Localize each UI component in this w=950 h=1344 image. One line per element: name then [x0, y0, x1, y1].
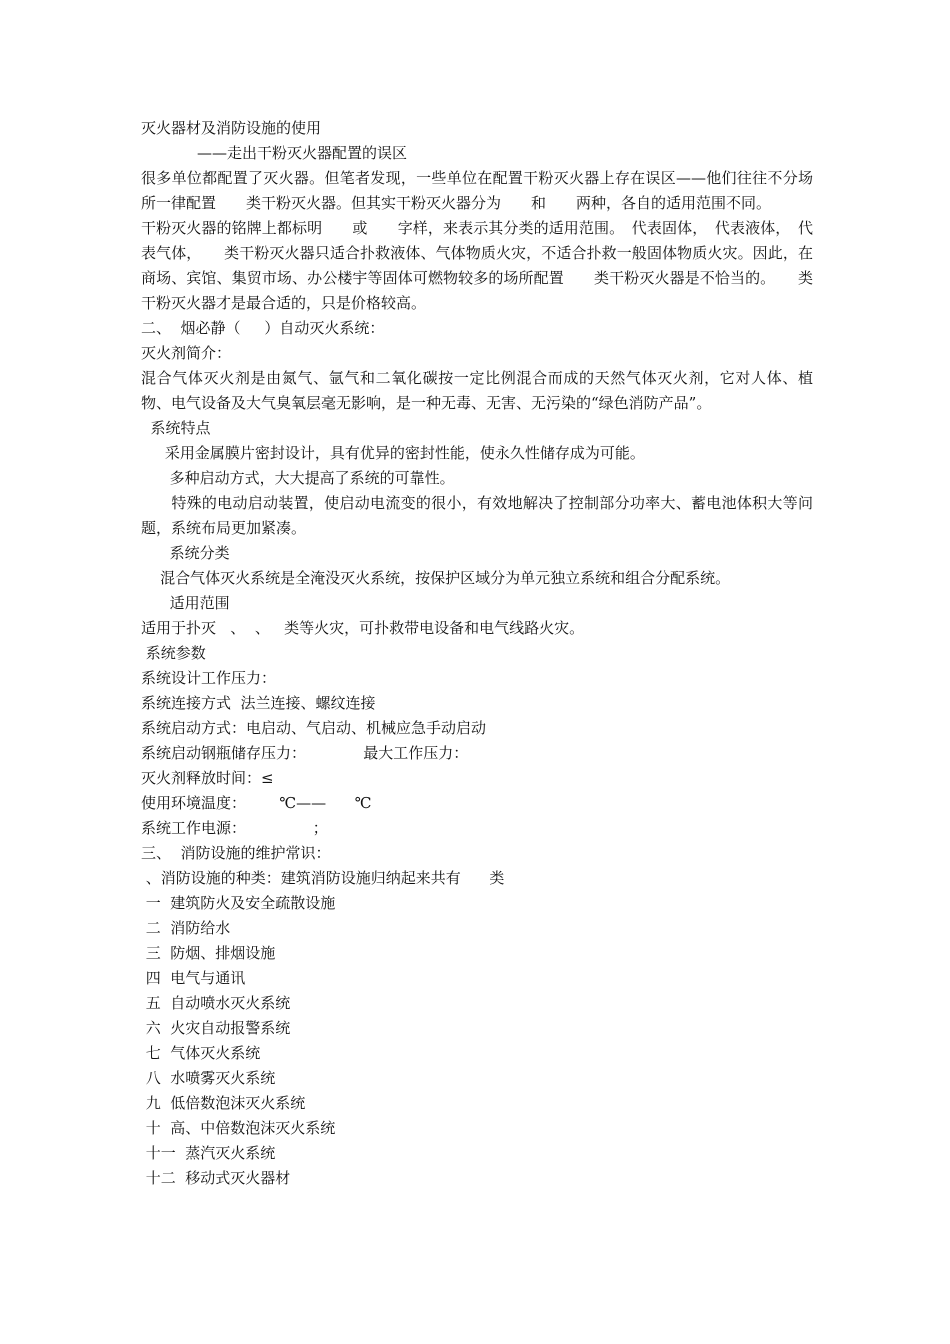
doc-title: 灭火器材及消防设施的使用 — [141, 119, 322, 137]
classification-text: 混合气体灭火系统是全淹没灭火系统，按保护区域分为单元独立系统和组合分配系统。 — [141, 569, 731, 587]
param-temperature: 使用环境温度： ℃—— ℃ — [141, 794, 372, 812]
section-3-heading: 三、 消防设施的维护常识： — [141, 844, 331, 862]
list-item: 十二 移动式灭火器材 — [141, 1169, 291, 1187]
param-start: 系统启动方式：电启动、气启动、机械应急手动启动 — [141, 719, 487, 737]
list-item: 四 电气与通讯 — [141, 969, 246, 987]
param-cylinder: 系统启动钢瓶储存压力： 最大工作压力： — [141, 744, 469, 762]
document-page — [141, 116, 813, 1191]
list-item: 十 高、中倍数泡沫灭火系统 — [141, 1119, 336, 1137]
features-heading: 系统特点 — [141, 419, 211, 437]
list-item: 七 气体灭火系统 — [141, 1044, 261, 1062]
section-3-subheading: 、消防设施的种类：建筑消防设施归纳起来共有 类 — [141, 869, 505, 887]
scope-text: 适用于扑灭 、 、 类等火灾，可扑救带电设备和电气线路火灾。 — [141, 619, 585, 637]
param-release: 灭火剂释放时间：≤ — [141, 769, 274, 787]
section-2-heading: 二、 烟必静（ ）自动灭火系统： — [141, 319, 385, 337]
list-item: 六 火灾自动报警系统 — [141, 1019, 291, 1037]
feature-item: 多种启动方式，大大提高了系统的可靠性。 — [141, 469, 455, 487]
doc-subtitle: ——走出干粉灭火器配置的误区 — [197, 144, 408, 162]
scope-heading: 适用范围 — [141, 594, 230, 612]
paragraph-misconception: 很多单位都配置了灭火器。但笔者发现，一些单位在配置干粉灭火器上存在误区——他们往往不分场所一律配置 类干粉灭火器。但其实干粉灭火器分为 和 两种，各自的适用范围不同。 — [141, 169, 813, 212]
list-item: 十一 蒸汽灭火系统 — [141, 1144, 276, 1162]
list-item: 九 低倍数泡沫灭火系统 — [141, 1094, 306, 1112]
agent-intro-text: 混合气体灭火剂是由氮气、氩气和二氧化碳按一定比例混合而成的天然气体灭火剂，它对人体、植物、电气设备及大气臭氧层毫无影响，是一种无毒、无害、无污染的“绿色消防产品”。 — [141, 369, 813, 412]
paragraph-nameplate: 干粉灭火器的铭牌上都标明 或 字样，来表示其分类的适用范围。 代表固体， 代表液体， 代表气体， 类干粉灭火器只适合扑救液体、气体物质火灾，不适合扑救一般固体物质火灾。因此，在商场、宾馆、集贸市场、办公楼宇等固体可燃物较多的场所配置 类干粉灭火器是不恰当的。 类干粉灭火器才是最合适的，只是价格较高。 — [141, 219, 813, 312]
param-connection: 系统连接方式 法兰连接、螺纹连接 — [141, 694, 376, 712]
list-item: 一 建筑防火及安全疏散设施 — [141, 894, 336, 912]
feature-item: 采用金属膜片密封设计，具有优异的密封性能，使永久性储存成为可能。 — [141, 444, 645, 462]
list-item: 八 水喷雾灭火系统 — [141, 1069, 276, 1087]
classification-heading: 系统分类 — [141, 544, 230, 562]
list-item: 三 防烟、排烟设施 — [141, 944, 276, 962]
params-heading: 系统参数 — [141, 644, 206, 662]
list-item: 二 消防给水 — [141, 919, 231, 937]
param-power: 系统工作电源： ； — [141, 819, 328, 837]
feature-item: 特殊的电动启动装置，使启动电流变的很小，有效地解决了控制部分功率大、蓄电池体积大等问题，系统布局更加紧凑。 — [141, 494, 814, 537]
agent-intro-label: 灭火剂简介： — [141, 344, 232, 362]
param-pressure: 系统设计工作压力： — [141, 669, 277, 687]
list-item: 五 自动喷水灭火系统 — [141, 994, 291, 1012]
